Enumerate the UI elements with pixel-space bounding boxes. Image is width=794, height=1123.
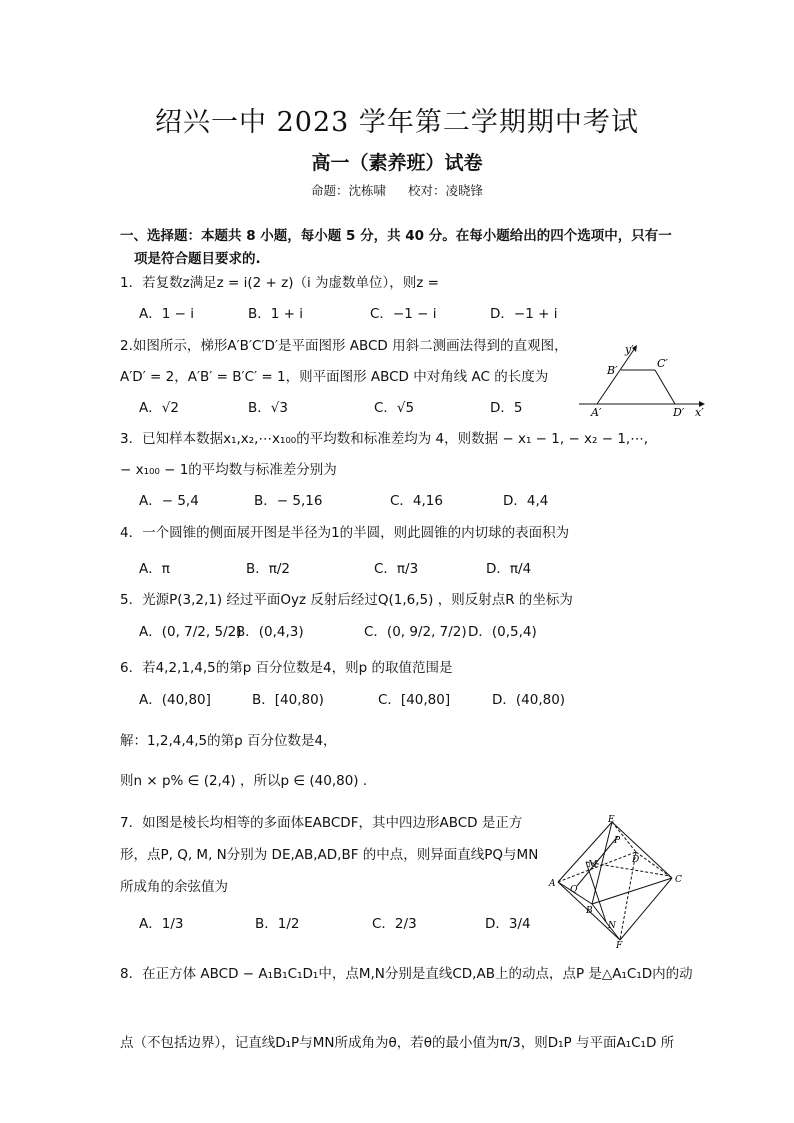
question-6-option-d: D．(40,80): [492, 692, 566, 708]
question-7-option-d: D．3/4: [485, 916, 531, 932]
question-4-option-b: B．π/2: [246, 561, 291, 577]
question-6-option-a: A．(40,80]: [139, 692, 211, 708]
label-m: M: [588, 860, 598, 870]
question-5-option-b: B．(0,4,3): [236, 624, 304, 640]
question-3-option-b: B．− 5,16: [254, 493, 323, 509]
question-2-stem-line-1: 2.如图所示，梯形A′B′C′D′是平面图形 ABCD 用斜二测画法得到的直观图，: [120, 338, 568, 354]
question-2-option-d: D．5: [490, 400, 523, 416]
exam-title: 绍兴一中 2023 学年第二学期期中考试: [155, 107, 639, 138]
question-1-option-c: C．−1 − i: [370, 306, 437, 322]
label-c: C: [675, 875, 682, 885]
section-heading-line-1: 一、选择题：本题共 8 小题，每小题 5 分，共 40 分。在每小题给出的四个选项中，只有一: [120, 228, 672, 244]
question-3-option-c: C．4,16: [390, 493, 443, 509]
reviewer: 校对：凌晓锋: [408, 183, 484, 198]
question-2-option-a: A．√2: [139, 400, 179, 416]
trapezoid-figure: [575, 336, 715, 422]
question-3-stem-line-2: − x₁₀₀ − 1的平均数与标准差分别为: [120, 462, 337, 478]
section-heading-line-2: 项是符合题目要求的.: [134, 251, 261, 267]
label-x-prime: x′: [695, 406, 704, 419]
question-4-option-d: D．π/4: [486, 561, 532, 577]
question-3-option-d: D．4,4: [503, 493, 549, 509]
question-2-option-b: B．√3: [248, 400, 288, 416]
author-line: [0, 181, 794, 199]
question-7-option-b: B．1/2: [255, 916, 300, 932]
question-5-option-d: D．(0,5,4): [468, 624, 537, 640]
question-5-option-c: C．(0, 9/2, 7/2): [364, 624, 467, 640]
label-e: E: [608, 815, 615, 825]
question-7-stem-line-3: 所成角的余弦值为: [120, 879, 228, 895]
solution-6-line-2: 则n × p% ∈ (2,4) ，所以p ∈ (40,80) .: [120, 773, 368, 789]
question-1-stem: 1．若复数z满足z = i(2 + z)（i 为虚数单位），则z =: [120, 275, 439, 291]
question-1-option-d: D．−1 + i: [490, 306, 558, 322]
question-6-option-b: B．[40,80): [252, 692, 324, 708]
label-p: P: [614, 836, 621, 846]
question-7-option-c: C．2/3: [372, 916, 417, 932]
question-7-stem-line-2: 形，点P, Q, M, N分别为 DE,AB,AD,BF 的中点，则异面直线PQ与MN: [120, 847, 539, 863]
question-6-stem: 6．若4,2,1,4,5的第p 百分位数是4，则p 的取值范围是: [120, 660, 453, 676]
question-5-option-a: A．(0, 7/2, 5/2): [139, 624, 242, 640]
label-b-prime: B′: [607, 364, 618, 377]
label-q: Q: [570, 885, 578, 895]
question-3-option-a: A．− 5,4: [139, 493, 199, 509]
label-b: B: [586, 906, 593, 916]
author: 命题：沈栋啸: [310, 183, 386, 198]
label-a: A: [549, 879, 556, 889]
question-4-option-c: C．π/3: [374, 561, 419, 577]
question-2-stem-line-2: A′D′ = 2，A′B′ = B′C′ = 1，则平面图形 ABCD 中对角线 AC 的长度为: [120, 369, 549, 385]
label-d: D: [632, 855, 640, 865]
label-a-prime: A′: [591, 406, 602, 419]
label-y-prime: y′: [625, 343, 634, 356]
question-7-stem-line-1: 7．如图是棱长均相等的多面体EABCDF，其中四边形ABCD 是正方: [120, 815, 523, 831]
label-n: N: [608, 921, 616, 931]
question-1-option-a: A．1 − i: [139, 306, 194, 322]
label-f: F: [616, 941, 623, 948]
label-d-prime: D′: [673, 406, 685, 419]
polyhedron-figure: [540, 812, 690, 948]
question-5-stem: 5．光源P(3,2,1) 经过平面Oyz 反射后经过Q(1,6,5) ，则反射点R 的坐标为: [120, 592, 573, 608]
exam-subtitle: 高一（素养班）试卷: [311, 152, 483, 174]
question-4-option-a: A．π: [139, 561, 170, 577]
question-7-option-a: A．1/3: [139, 916, 184, 932]
question-3-stem-line-1: 3．已知样本数据x₁,x₂,⋯x₁₀₀的平均数和标准差均为 4，则数据 − x₁ − 1, − x₂ − 1,⋯,: [120, 431, 649, 447]
question-8-stem-line-1: 8．在正方体 ABCD − A₁B₁C₁D₁中，点M,N分别是直线CD,AB上的动点，点P 是△A₁C₁D内的动: [120, 966, 693, 982]
question-6-option-c: C．[40,80]: [378, 692, 451, 708]
question-8-stem-line-2: 点（不包括边界），记直线D₁P与MN所成角为θ，若θ的最小值为π/3，则D₁P 与平面A₁C₁D 所: [120, 1035, 675, 1051]
label-c-prime: C′: [657, 357, 668, 370]
solution-6-line-1: 解：1,2,4,4,5的第p 百分位数是4，: [120, 733, 337, 749]
question-2-option-c: C．√5: [374, 400, 415, 416]
question-4-stem: 4．一个圆锥的侧面展开图是半径为1的半圆，则此圆锥的内切球的表面积为: [120, 525, 570, 541]
question-1-option-b: B．1 + i: [248, 306, 303, 322]
